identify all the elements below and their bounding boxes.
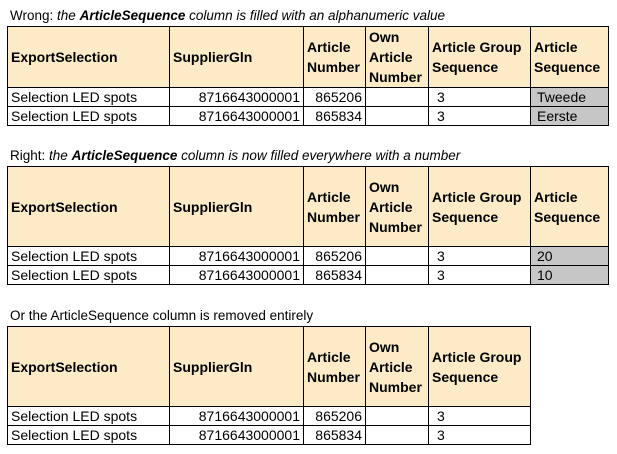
table-row [8, 107, 609, 126]
table-header-row [8, 27, 609, 88]
cell-article-sequence: 10 [531, 266, 609, 285]
col-article-number: Article Number [304, 27, 366, 88]
cell-export-selection: Selection LED spots [8, 426, 170, 445]
cell-supplier-gln: 8716643000001 [170, 247, 304, 266]
col-article-group-sequence: Article Group Sequence [429, 167, 531, 247]
cell-export-selection: Selection LED spots [8, 266, 170, 285]
cell-own-article-number [366, 407, 429, 426]
cell-supplier-gln: 8716643000001 [170, 266, 304, 285]
caption-wrong: Wrong: the ArticleSequence column is filled with an alphanumeric value [10, 8, 446, 23]
table-header-row [8, 327, 531, 407]
cell-article-group-sequence: 3 [429, 266, 531, 285]
table-row [8, 266, 609, 285]
table-right [7, 166, 609, 285]
col-export-selection: ExportSelection [8, 167, 170, 247]
cell-article-group-sequence: 3 [429, 107, 531, 126]
table-row [8, 247, 609, 266]
col-own-article-number: Own Article Number [366, 327, 429, 407]
col-supplier-gln: SupplierGln [170, 327, 304, 407]
cell-own-article-number [366, 266, 429, 285]
table-row [8, 88, 609, 107]
cell-export-selection: Selection LED spots [8, 407, 170, 426]
col-article-sequence: Article Sequence [531, 27, 609, 88]
cell-article-number: 865206 [304, 407, 366, 426]
cell-supplier-gln: 8716643000001 [170, 426, 304, 445]
cell-article-sequence: Eerste [531, 107, 609, 126]
caption-right: Right: the ArticleSequence column is now filled everywhere with a number [10, 148, 461, 163]
cell-own-article-number [366, 247, 429, 266]
cell-article-sequence: Tweede [531, 88, 609, 107]
cell-article-number: 865834 [304, 266, 366, 285]
cell-article-number: 865206 [304, 88, 366, 107]
cell-article-number: 865834 [304, 426, 366, 445]
cell-export-selection: Selection LED spots [8, 247, 170, 266]
cell-article-number: 865834 [304, 107, 366, 126]
cell-own-article-number [366, 88, 429, 107]
col-supplier-gln: SupplierGln [170, 27, 304, 88]
col-supplier-gln: SupplierGln [170, 167, 304, 247]
cell-article-group-sequence: 3 [429, 88, 531, 107]
cell-own-article-number [366, 426, 429, 445]
col-own-article-number: Own Article Number [366, 27, 429, 88]
col-article-number: Article Number [304, 327, 366, 407]
cell-supplier-gln: 8716643000001 [170, 107, 304, 126]
caption-removed: Or the ArticleSequence column is removed entirely [10, 308, 314, 323]
cell-export-selection: Selection LED spots [8, 107, 170, 126]
table-row [8, 407, 531, 426]
col-export-selection: ExportSelection [8, 327, 170, 407]
cell-article-group-sequence: 3 [429, 407, 531, 426]
cell-supplier-gln: 8716643000001 [170, 88, 304, 107]
col-article-number: Article Number [304, 167, 366, 247]
col-article-group-sequence: Article Group Sequence [429, 27, 531, 88]
table-header-row [8, 167, 609, 247]
table-removed [7, 326, 531, 445]
cell-supplier-gln: 8716643000001 [170, 407, 304, 426]
col-article-group-sequence: Article Group Sequence [429, 327, 531, 407]
cell-export-selection: Selection LED spots [8, 88, 170, 107]
cell-article-number: 865206 [304, 247, 366, 266]
col-own-article-number: Own Article Number [366, 167, 429, 247]
cell-article-group-sequence: 3 [429, 247, 531, 266]
cell-article-sequence: 20 [531, 247, 609, 266]
col-export-selection: ExportSelection [8, 27, 170, 88]
table-wrong [7, 26, 609, 126]
table-row [8, 426, 531, 445]
cell-article-group-sequence: 3 [429, 426, 531, 445]
cell-own-article-number [366, 107, 429, 126]
col-article-sequence: Article Sequence [531, 167, 609, 247]
